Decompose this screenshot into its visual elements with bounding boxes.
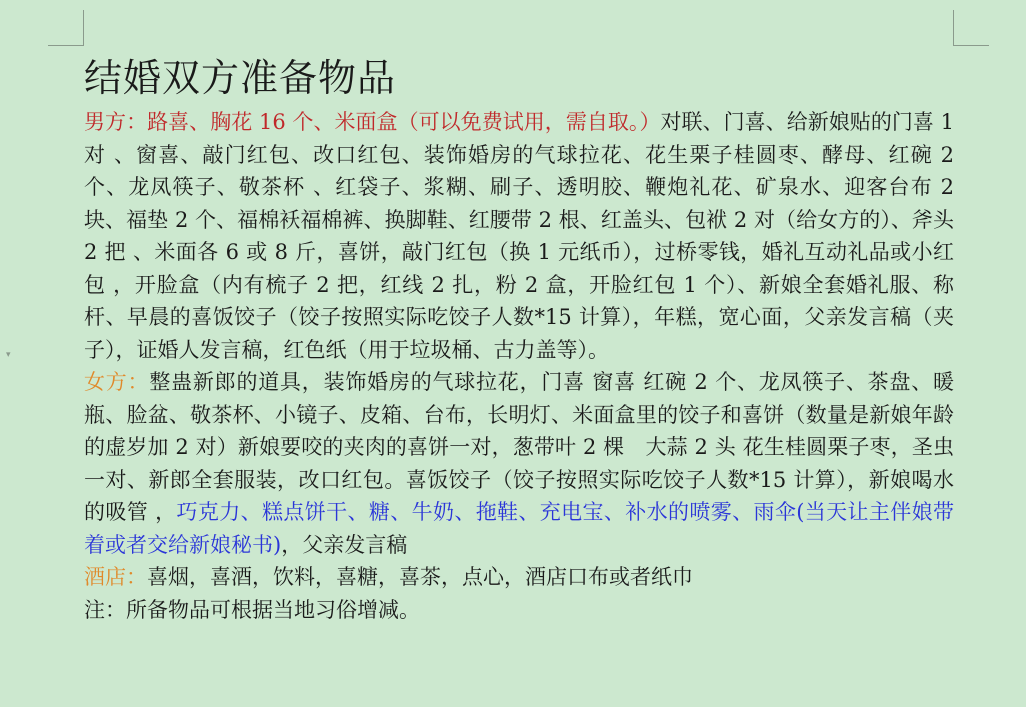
bride-items: 整蛊新郎的道具，装饰婚房的气球拉花，门喜 窗喜 红碗 2 个、龙凤筷子、茶盘、暖瓶、脸盆、敬茶杯、小镜子、皮箱、台布，长明灯、米面盒里的饺子和喜饼（数量是新娘年龄的虚岁加 2 对）新娘要咬的夹肉的喜饼一对，葱带叶 2 棵 大蒜 2 头 花生桂圆栗子枣，圣虫一对、新郎全套服装，改口红包。喜饭饺子（饺子按照实际吃饺子人数*15 计算），新娘喝水的吸管 ， bbox=[84, 370, 955, 524]
paragraph-marker-icon: ▾ bbox=[6, 350, 11, 360]
groom-paragraph bbox=[84, 106, 954, 366]
page-corner-mark-top-right bbox=[953, 10, 989, 46]
bride-tail: ，父亲发言稿 bbox=[281, 532, 408, 557]
bride-paragraph bbox=[84, 366, 954, 561]
groom-items: 对联、门喜、给新娘贴的门喜 1 对 、窗喜、敲门红包、改口红包、装饰婚房的气球拉花、花生栗子桂圆枣、酵母、红碗 2 个、龙凤筷子、敬茶杯 、红袋子、浆糊、刷子、透明胶、鞭炮礼花、矿泉水、迎客台布 2 块、福垫 2 个、福棉袄福棉裤、换脚鞋、红腰带 2 根、红盖头、包袱 2 对（给女方的）、斧头 2 把 、米面各 6 或 8 斤，喜饼，敲门红包（换 1 元纸币），过桥零钱，婚礼互动礼品或小红包 ，开脸盒（内有梳子 2 把，红线 2 扎，粉 2 盒，开脸红包 1 个）、新娘全套婚礼服、称杆、早晨的喜饭饺子（饺子按照实际吃饺子人数*15 计算），年糕，宽心面，父亲发言稿（夹子），证婚人发言稿，红色纸（用于垃圾桶、古力盖等）。 bbox=[84, 110, 954, 362]
bride-highlight: 巧克力、糕点饼干、糖、牛奶、拖鞋、充电宝、补水的喷雾、雨伞(当天让主伴娘带着或者交给新娘秘书) bbox=[84, 500, 954, 557]
note-paragraph: 注：所备物品可根据当地习俗增减。 bbox=[84, 597, 420, 622]
groom-label: 男方： bbox=[84, 110, 148, 134]
bride-label: 女方： bbox=[84, 370, 150, 394]
groom-highlight: 路喜、胸花 16 个、米面盒（可以免费试用，需自取。） bbox=[147, 110, 661, 134]
document-title: 结婚双方准备物品 bbox=[84, 56, 397, 100]
document-page bbox=[84, 50, 954, 626]
hotel-paragraph bbox=[84, 561, 954, 594]
hotel-items: 喜烟，喜酒，饮料，喜糖，喜茶，点心，酒店口布或者纸巾 bbox=[147, 565, 693, 589]
hotel-label: 酒店： bbox=[84, 565, 147, 589]
page-corner-mark-top-left bbox=[48, 10, 84, 46]
